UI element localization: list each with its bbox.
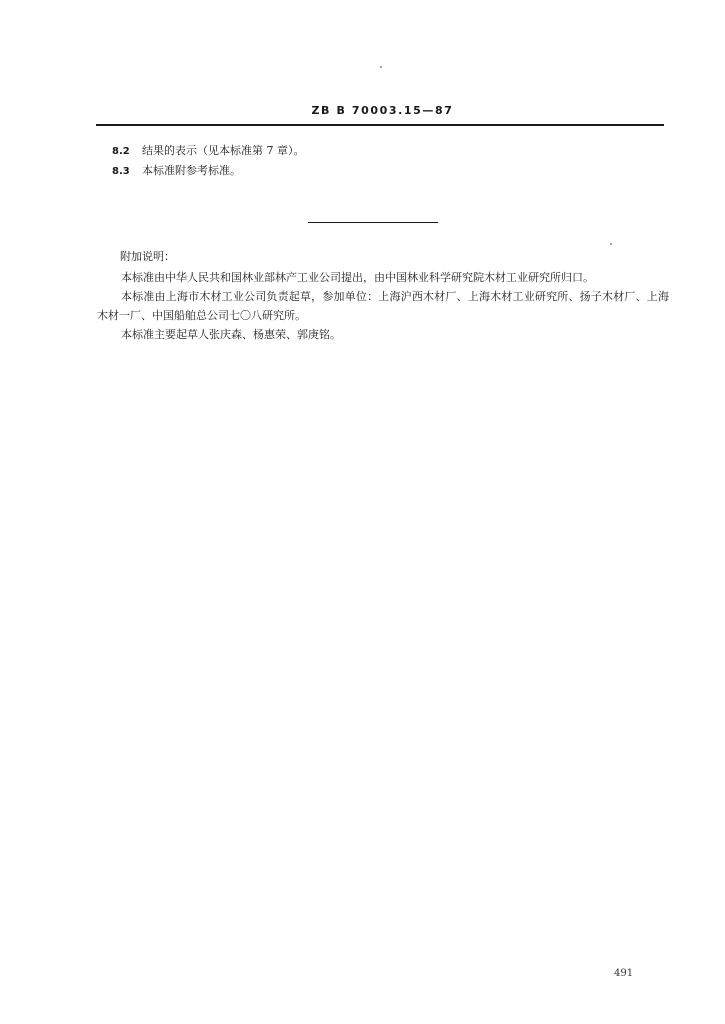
note-paragraph-drafter: 本标准由上海市木材工业公司负责起草，参加单位：上海沪西木材厂、上海木材工业研究所、扬子木材厂、上海木材一厂、中国船舶总公司七〇八研究所。 [97, 290, 669, 322]
clause-text: 本标准附参考标准。 [142, 164, 241, 177]
page-number: 491 [614, 968, 634, 979]
additional-notes-title: 附加说明： [120, 250, 175, 263]
standard-code: ZB B 70003.15—87 [311, 104, 454, 117]
clause-text: 结果的表示（见本标准第 7 章）。 [142, 144, 305, 157]
note-paragraph-authors: 本标准主要起草人张庆森、杨惠荣、郭庚铭。 [121, 328, 341, 341]
end-of-standard-rule [308, 222, 438, 223]
scan-speck [610, 243, 612, 245]
scan-speck [380, 66, 382, 68]
clause-number: 8.2 [112, 146, 130, 157]
note-paragraph-proposer: 本标准由中华人民共和国林业部林产工业公司提出，由中国林业科学研究院木材工业研究所归口。 [121, 271, 594, 284]
clause-8-2 [112, 144, 305, 159]
clause-number: 8.3 [112, 166, 130, 177]
header-rule [96, 124, 664, 126]
clause-8-3 [112, 164, 241, 179]
